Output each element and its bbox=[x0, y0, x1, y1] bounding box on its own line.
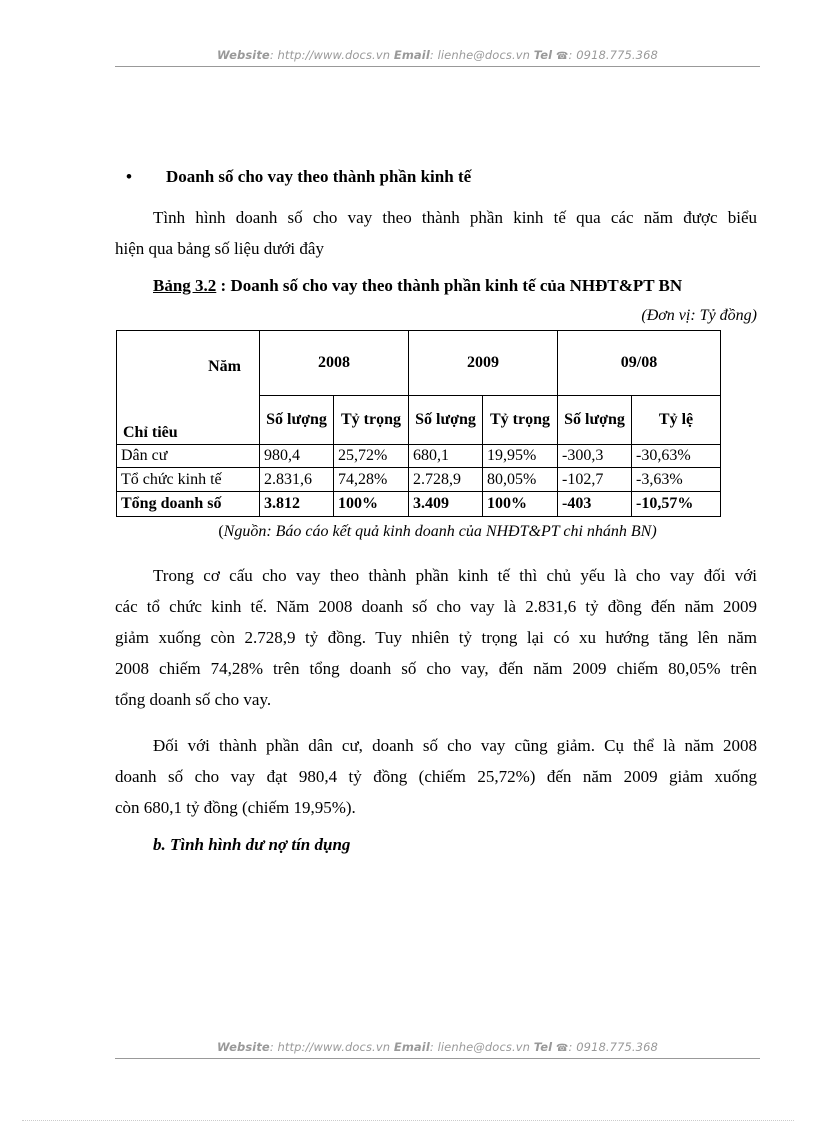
cell: -10,57% bbox=[632, 492, 721, 517]
subheader-rate: Tỷ lệ bbox=[632, 395, 721, 444]
paragraph-line: doanh số cho vay đạt 980,4 tỷ đồng (chiếm 25,72%) đến năm 2009 giảm xuống bbox=[115, 767, 757, 786]
paragraph-line: các tổ chức kinh tế. Năm 2008 doanh số cho vay là 2.831,6 tỷ đồng đến năm 2009 bbox=[115, 597, 757, 616]
indicator-label: Chỉ tiêu bbox=[123, 424, 178, 441]
subheader-weight: Tỷ trọng bbox=[483, 395, 558, 444]
intro-line-1: Tình hình doanh số cho vay theo thành phần kinh tế qua các năm được biểu bbox=[153, 208, 757, 227]
tel-value: : 0918.775.368 bbox=[568, 1040, 658, 1054]
table-row-total bbox=[117, 492, 721, 517]
email-label: Email bbox=[393, 48, 430, 62]
phone-icon: ☎ bbox=[555, 1043, 569, 1054]
tel-value: : 0918.775.368 bbox=[568, 48, 658, 62]
paragraph-line: còn 680,1 tỷ đồng (chiếm 19,95%). bbox=[115, 798, 356, 817]
row-label: Tổng doanh số bbox=[117, 492, 260, 517]
source-text: Nguồn: Báo cáo kết quả kinh doanh của NHĐT&PT chi nhánh BN) bbox=[223, 523, 657, 540]
tel-label: Tel bbox=[533, 48, 553, 62]
loan-table bbox=[116, 330, 721, 517]
cell: -403 bbox=[558, 492, 632, 517]
bullet-icon: • bbox=[126, 167, 132, 186]
cell: -102,7 bbox=[558, 468, 632, 492]
subheader-weight: Tỷ trọng bbox=[334, 395, 409, 444]
email-value: : lienhe@docs.vn bbox=[429, 1040, 531, 1054]
source-open: ( bbox=[218, 523, 224, 540]
page-bottom-divider bbox=[22, 1120, 794, 1121]
group-header-09-08: 09/08 bbox=[558, 331, 721, 396]
group-header-2009: 2009 bbox=[409, 331, 558, 396]
cell: -300,3 bbox=[558, 445, 632, 468]
intro-paragraph bbox=[115, 202, 757, 264]
intro-line-2: hiện qua bảng số liệu dưới đây bbox=[115, 239, 324, 258]
page-footer bbox=[115, 1040, 760, 1059]
table-row bbox=[117, 445, 721, 468]
section-title-text: Doanh số cho vay theo thành phần kinh tế bbox=[166, 167, 472, 186]
email-value: : lienhe@docs.vn bbox=[429, 48, 531, 62]
cell: 74,28% bbox=[334, 468, 409, 492]
group-header-2008: 2008 bbox=[260, 331, 409, 396]
subheader-quantity: Số lượng bbox=[558, 395, 632, 444]
email-label: Email bbox=[393, 1040, 430, 1054]
table-caption-text: : Doanh số cho vay theo thành phần kinh tế của NHĐT&PT BN bbox=[216, 276, 683, 295]
cell: 2.728,9 bbox=[409, 468, 483, 492]
website-value: : http://www.docs.vn bbox=[269, 1040, 391, 1054]
year-label: Năm bbox=[208, 358, 241, 375]
cell: 100% bbox=[334, 492, 409, 517]
website-label: Website bbox=[217, 48, 270, 62]
paragraph-line: giảm xuống còn 2.728,9 tỷ đồng. Tuy nhiên tỷ trọng lại có xu hướng tăng lên năm bbox=[115, 628, 757, 647]
row-label: Tổ chức kinh tế bbox=[117, 468, 260, 492]
cell: 680,1 bbox=[409, 445, 483, 468]
cell: -30,63% bbox=[632, 445, 721, 468]
cell: 100% bbox=[483, 492, 558, 517]
website-label: Website bbox=[217, 1040, 270, 1054]
cell: -3,63% bbox=[632, 468, 721, 492]
cell: 19,95% bbox=[483, 445, 558, 468]
corner-header-cell bbox=[117, 331, 260, 445]
cell: 25,72% bbox=[334, 445, 409, 468]
row-label: Dân cư bbox=[117, 445, 260, 468]
subheading: b. Tình hình dư nợ tín dụng bbox=[153, 835, 351, 854]
paragraph-1 bbox=[115, 560, 757, 715]
subheader-quantity: Số lượng bbox=[409, 395, 483, 444]
table-caption bbox=[153, 276, 682, 296]
page-header bbox=[115, 48, 760, 67]
table-caption-label: Bảng 3.2 bbox=[153, 276, 217, 295]
cell: 80,05% bbox=[483, 468, 558, 492]
paragraph-line: tổng doanh số cho vay. bbox=[115, 690, 272, 709]
paragraph-line: 2008 chiếm 74,28% trên tổng doanh số cho vay, đến năm 2009 chiếm 80,05% trên bbox=[115, 659, 757, 678]
paragraph-line: Trong cơ cấu cho vay theo thành phần kinh tế thì chủ yếu là cho vay đối với bbox=[153, 566, 757, 585]
paragraph-line: Đối với thành phần dân cư, doanh số cho vay cũng giảm. Cụ thể là năm 2008 bbox=[153, 736, 757, 755]
subheader-quantity: Số lượng bbox=[260, 395, 334, 444]
cell: 3.812 bbox=[260, 492, 334, 517]
cell: 980,4 bbox=[260, 445, 334, 468]
section-title bbox=[126, 163, 471, 191]
paragraph-2 bbox=[115, 730, 757, 823]
phone-icon: ☎ bbox=[555, 51, 569, 62]
cell: 3.409 bbox=[409, 492, 483, 517]
table-source bbox=[115, 523, 760, 541]
tel-label: Tel bbox=[533, 1040, 553, 1054]
table-row bbox=[117, 468, 721, 492]
unit-note: (Đơn vị: Tỷ đồng) bbox=[641, 307, 757, 324]
website-value: : http://www.docs.vn bbox=[269, 48, 391, 62]
cell: 2.831,6 bbox=[260, 468, 334, 492]
